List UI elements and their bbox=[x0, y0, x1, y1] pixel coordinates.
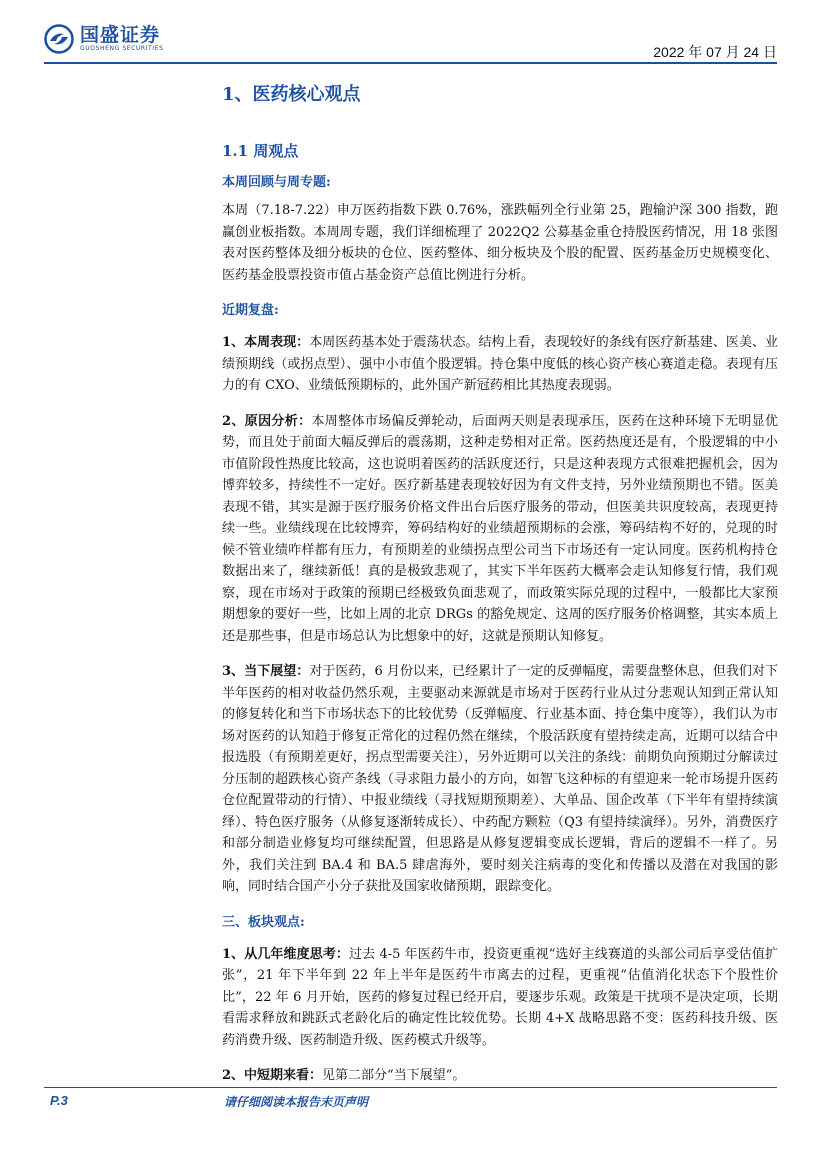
footer-disclaimer: 请仔细阅读本报告末页声明 bbox=[224, 1095, 369, 1109]
logo-text bbox=[80, 25, 163, 53]
report-body bbox=[222, 78, 778, 1087]
page-number: P.3 bbox=[50, 1093, 68, 1108]
weekly-review-heading: 本周回顾与周专题: bbox=[222, 175, 331, 190]
company-logo bbox=[44, 24, 163, 54]
paragraph-performance bbox=[222, 332, 778, 397]
paragraph-text: 见第二部分“当下展望”。 bbox=[322, 1068, 466, 1083]
paragraph-reason bbox=[222, 411, 778, 648]
recent-review-heading: 近期复盘: bbox=[222, 303, 279, 318]
paragraph-short-term bbox=[222, 1065, 778, 1087]
paragraph-outlook bbox=[222, 661, 778, 898]
paragraph-long-term bbox=[222, 944, 778, 1052]
header-divider bbox=[44, 62, 777, 64]
section-title: 1、医药核心观点 bbox=[222, 84, 361, 105]
guosheng-logo-icon bbox=[44, 24, 74, 54]
report-date: 2022 年 07 月 24 日 bbox=[653, 44, 777, 60]
subsection-title: 1.1 周观点 bbox=[222, 142, 299, 160]
paragraph-lead: 1、本周表现： bbox=[222, 335, 310, 350]
page-header bbox=[0, 0, 827, 68]
paragraph-text: 本周医药基本处于震荡状态。结构上看，表现较好的条线有医疗新基建、医美、业绩预期线（或拐点型）、强中小市值个股逻辑。持仓集中度低的核心资产核心赛道走稳。表现有压力的有 CXO、业绩低预期标的，此外国产新冠药相比其热度表现弱。 bbox=[222, 335, 778, 393]
weekly-review-paragraph: 本周（7.18-7.22）申万医药指数下跌 0.76%，涨跌幅列全行业第 25，跑输沪深 300 指数，跑赢创业板指数。本周周专题，我们详细梳理了 2022Q2 公募基金重仓持股医药情况，用 18 张图表对医药整体及细分板块的仓位、医药整体、细分板块及个股的配置、医药基金历史规模变化、医药基金股票投资市值占基金资产总值比例进行分析。 bbox=[222, 203, 778, 283]
paragraph-text: 本周整体市场偏反弹轮动，后面两天则是表现承压，医药在这种环境下无明显优势，而且处于前面大幅反弹后的震荡期，这种走势相对正常。医药热度还是有，个股逻辑的中小市值阶段性热度比较高，这也说明着医药的活跃度还行，只是这种表现方式很难把握机会，因为博弈较多，持续性不一定好。医疗新基建表现较好因为有文件支持，另外业绩预期也不错。医美表现不错，其实是源于医疗服务价格文件出台后医疗服务的带动，但医美共识度较高，表现更持续一些。业绩线现在比较博弈，筹码结构好的业绩超预期标的会涨，筹码结构不好的，兑现的时候不管业绩咋样都有压力，有预期差的业绩拐点型公司当下市场还有一定认同度。医药机构持仓数据出来了，继续新低！真的是极致悲观了，其实下半年医药大概率会走认知修复行情，我们观察，现在市场对于政策的预期已经极致负面悲观了，而政策实际兑现的过程中，一般都比大家预期想象的要好一些，比如上周的北京 DRGs 的豁免规定、这周的医疗服务价格调整，其实本质上还是那些事，但是市场总认为比想象中的好，这就是预期认知修复。 bbox=[222, 413, 778, 644]
paragraph-lead: 2、原因分析： bbox=[222, 413, 312, 429]
paragraph-lead: 3、当下展望： bbox=[222, 664, 310, 679]
footer-divider bbox=[44, 1087, 777, 1088]
paragraph-text: 对于医药，6 月份以来，已经累计了一定的反弹幅度，需要盘整休息，但我们对下半年医药的相对收益仍然乐观，主要驱动来源就是市场对于医药行业从过分悲观认知到正常认知的修复转化和当下市场状态下的比较优势（反弹幅度、行业基本面、持仓集中度等），我们认为市场对医药的认知趋于修复正常化的过程仍然在继续，个股活跃度有望持续走高，近期可以结合中报选股（有预期差更好，拐点型需要关注），另外近期可以关注的条线：前期负向预期过分解读过分压制的超跌核心资产条线（寻求阻力最小的方向，如智飞这种标的有望迎来一轮市场提升医药仓位配置带动的行情）、中报业绩线（寻找短期预期差）、大单品、国企改革（下半年有望持续演绎）、特色医疗服务（从修复逐渐转成长）、中药配方颗粒（Q3 有望持续演绎）。另外，消费医疗和部分制造业修复均可继续配置，但思路是从修复逻辑变成长逻辑，背后的逻辑不一样了。另外，我们关注到 BA.4 和 BA.5 肆虐海外，要时刻关注病毒的变化和传播以及潜在对我国的影响，同时结合国产小分子获批及国家收储预期，跟踪变化。 bbox=[222, 664, 779, 894]
paragraph-lead: 1、从几年维度思考： bbox=[222, 946, 350, 962]
logo-en: GUOSHENG SECURITIES bbox=[80, 45, 164, 52]
paragraph-lead: 2、中短期来看： bbox=[222, 1068, 323, 1083]
logo-cn: 国盛证券 bbox=[80, 24, 161, 46]
paragraph-text: 过去 4-5 年医药牛市，投资更重视“选好主线赛道的头部公司后享受估值扩张”，21 年下半年到 22 年上半年是医药牛市离去的过程，更重视“估值消化状态下个股性价比”，22 年 6 月开始，医药的修复过程已经开启，要逐步乐观。政策是干扰项不是决定项，长期看需求释放和跳跃式老龄化后的确定性比较优势。长期 4+X 战略思路不变：医药科技升级、医药消费升级、医药制造升级、医药模式升级等。 bbox=[222, 946, 778, 1048]
sector-view-heading: 三、板块观点: bbox=[222, 914, 305, 930]
